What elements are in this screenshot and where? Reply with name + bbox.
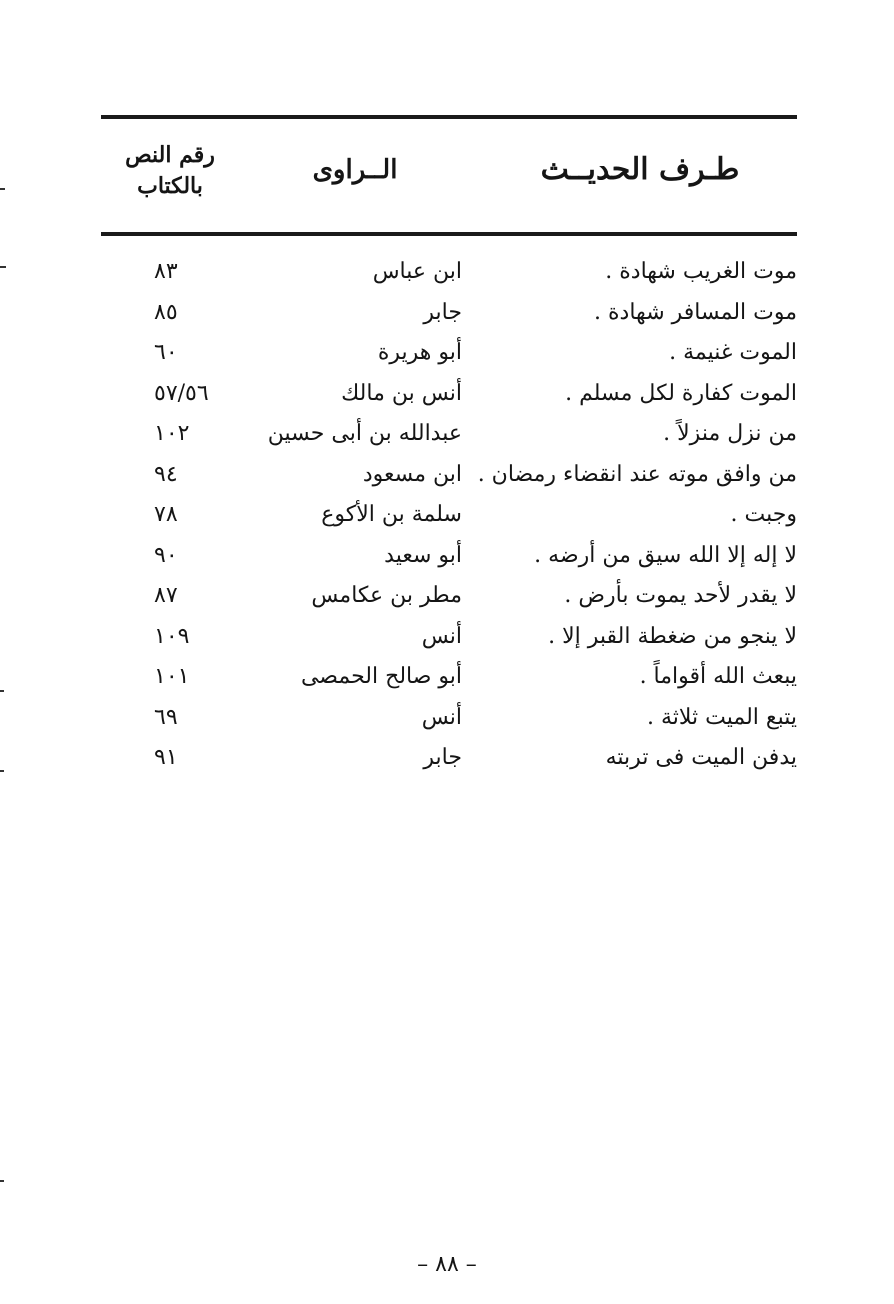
header-hadith: طـرف الحديــث bbox=[540, 152, 740, 187]
text-number-cell: ٨٣ bbox=[154, 259, 178, 284]
header-text-number bbox=[110, 140, 230, 202]
hadith-cell: موت المسافر شهادة . bbox=[594, 299, 797, 325]
table-row bbox=[0, 657, 894, 698]
header-text-number-line1: رقم النص bbox=[125, 142, 215, 168]
text-number-cell: ١٠٢ bbox=[154, 421, 190, 446]
hadith-cell: من نزل منزلاً . bbox=[663, 421, 797, 446]
header-narrator: الــراوى bbox=[312, 155, 398, 185]
text-number-cell: ١٠٩ bbox=[154, 623, 190, 649]
narrator-cell: أبو هريرة bbox=[377, 340, 462, 365]
narrator-cell: أبو صالح الحمصى bbox=[300, 664, 462, 689]
narrator-cell: جابر bbox=[423, 745, 462, 770]
narrator-cell: ابن مسعود bbox=[362, 461, 462, 487]
scan-mark bbox=[0, 266, 6, 268]
text-number-cell: ٩٠ bbox=[154, 542, 178, 568]
table-row bbox=[0, 455, 894, 496]
table-row bbox=[0, 495, 894, 536]
scan-mark bbox=[0, 690, 4, 692]
table-row bbox=[0, 617, 894, 658]
table-row bbox=[0, 374, 894, 415]
table-row bbox=[0, 536, 894, 577]
text-number-cell: ٥٧/٥٦ bbox=[154, 380, 209, 406]
text-number-cell: ٨٥ bbox=[154, 299, 178, 325]
scan-mark bbox=[0, 188, 5, 190]
hadith-cell: لا إله إلا الله سيق من أرضه . bbox=[534, 542, 797, 568]
scan-mark bbox=[0, 1180, 4, 1182]
hadith-cell: لا يقدر لأحد يموت بأرض . bbox=[564, 583, 797, 608]
narrator-cell: سلمة بن الأكوع bbox=[321, 502, 462, 527]
page-number: – ٨٨ – bbox=[417, 1252, 477, 1277]
hadith-cell: يتبع الميت ثلاثة . bbox=[646, 704, 797, 730]
narrator-cell: مطر بن عكامس bbox=[311, 583, 462, 608]
hadith-cell: الموت كفارة لكل مسلم . bbox=[565, 380, 797, 406]
narrator-cell: أنس بن مالك bbox=[341, 380, 462, 406]
hadith-cell: يبعث الله أقواماً . bbox=[639, 664, 797, 689]
narrator-cell: ابن عباس bbox=[372, 259, 462, 284]
hadith-cell: وجبت . bbox=[730, 502, 797, 527]
table-row bbox=[0, 333, 894, 374]
text-number-cell: ٧٨ bbox=[154, 502, 178, 527]
table-top-rule bbox=[101, 115, 797, 119]
hadith-cell: موت الغريب شهادة . bbox=[605, 259, 797, 284]
narrator-cell: جابر bbox=[423, 299, 462, 325]
table-row bbox=[0, 252, 894, 293]
scan-mark bbox=[0, 770, 4, 772]
text-number-cell: ٩١ bbox=[154, 745, 178, 770]
table-row bbox=[0, 576, 894, 617]
table-row bbox=[0, 738, 894, 779]
text-number-cell: ٨٧ bbox=[154, 583, 178, 608]
hadith-cell: يدفن الميت فى تربته bbox=[605, 745, 797, 770]
hadith-cell: لا ينجو من ضغطة القبر إلا . bbox=[548, 623, 797, 649]
table-row bbox=[0, 414, 894, 455]
text-number-cell: ٦٠ bbox=[154, 340, 178, 365]
header-text-number-line2: بالكتاب bbox=[137, 173, 203, 199]
narrator-cell: أنس bbox=[421, 623, 462, 649]
hadith-index-table bbox=[0, 252, 894, 779]
header-bottom-rule bbox=[101, 232, 797, 236]
text-number-cell: ٩٤ bbox=[154, 461, 178, 487]
hadith-cell: الموت غنيمة . bbox=[669, 340, 797, 365]
text-number-cell: ١٠١ bbox=[154, 664, 190, 689]
table-row bbox=[0, 293, 894, 334]
table-row bbox=[0, 698, 894, 739]
narrator-cell: عبدالله بن أبى حسين bbox=[267, 421, 462, 446]
text-number-cell: ٦٩ bbox=[154, 704, 178, 730]
narrator-cell: أبو سعيد bbox=[384, 542, 462, 568]
narrator-cell: أنس bbox=[421, 704, 462, 730]
hadith-cell: من وافق موته عند انقضاء رمضان . bbox=[477, 461, 797, 487]
